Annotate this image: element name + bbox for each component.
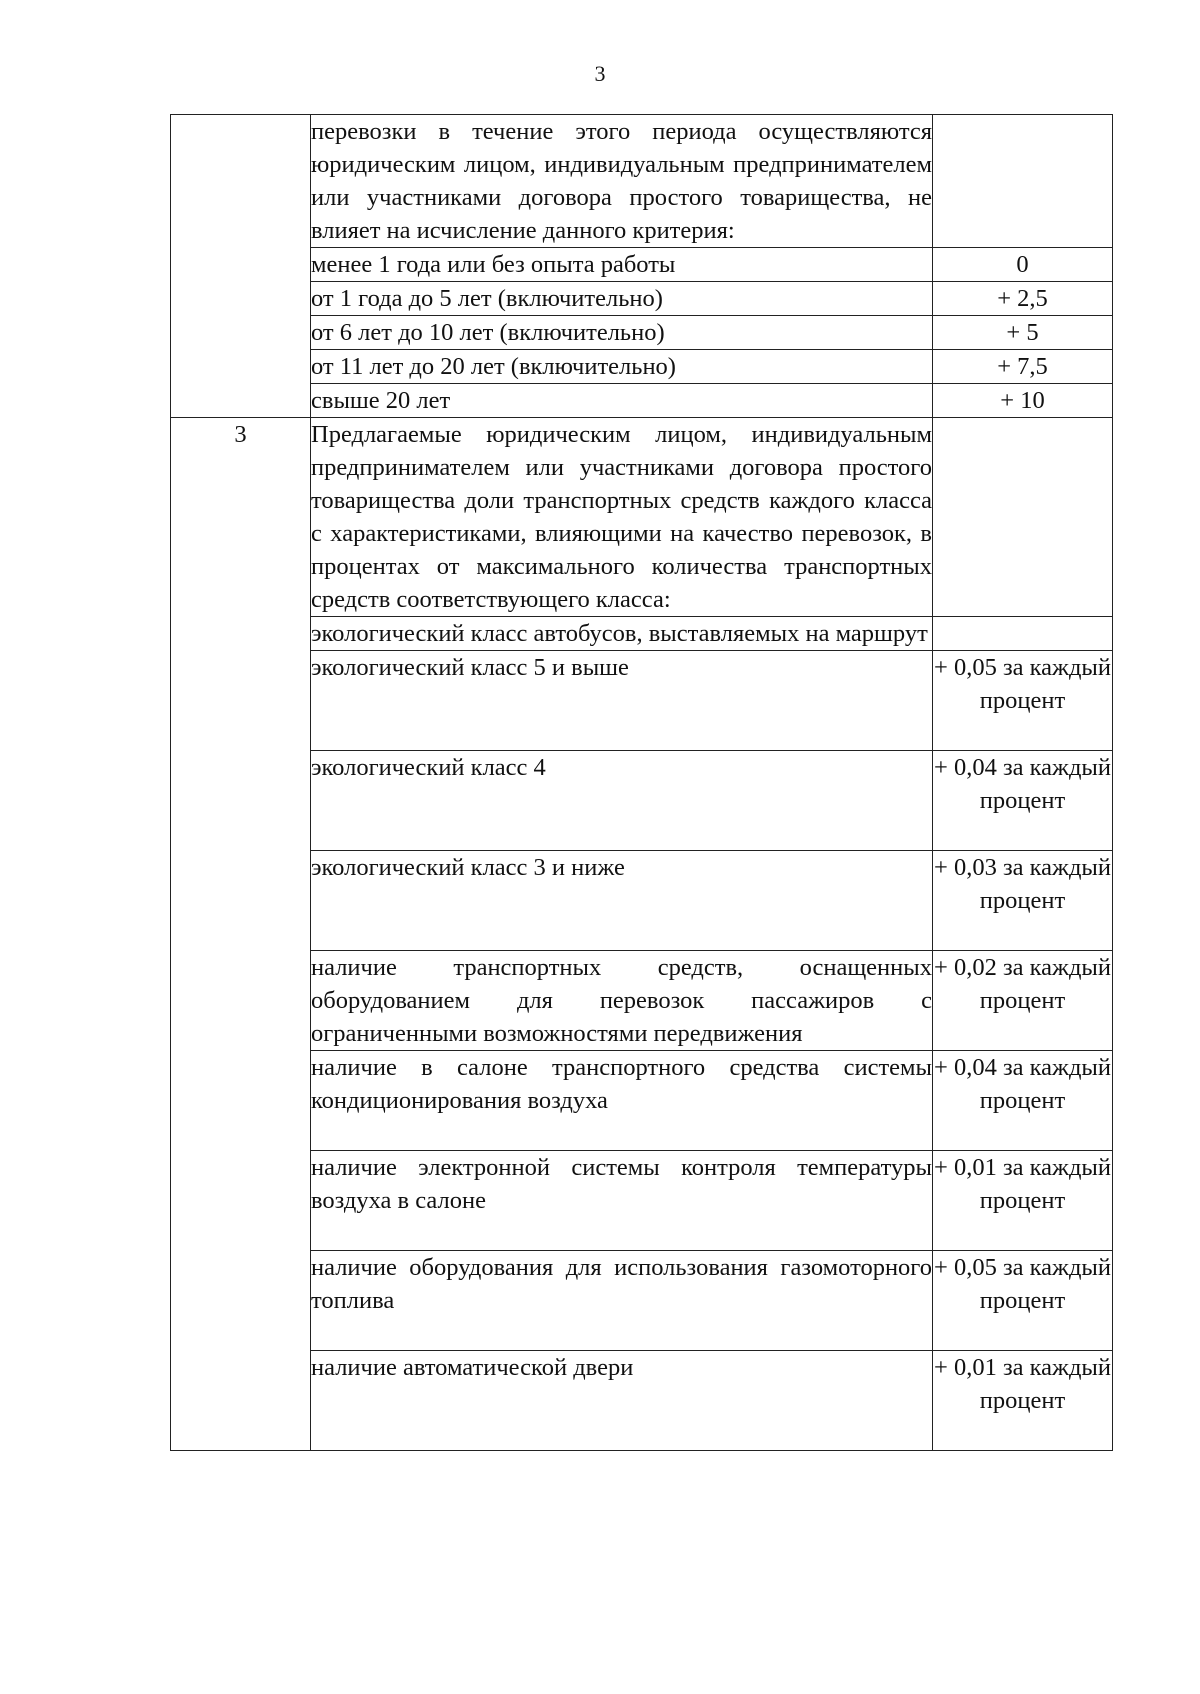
characteristic-value: + 0,01 за каждый процент xyxy=(933,1351,1113,1451)
criterion-number: 3 xyxy=(171,418,311,1451)
criteria-table xyxy=(170,114,1113,1451)
experience-value: + 7,5 xyxy=(933,350,1113,384)
experience-label: от 6 лет до 10 лет (включительно) xyxy=(311,316,933,350)
table-row xyxy=(171,418,1113,617)
characteristic-label: экологический класс 3 и ниже xyxy=(311,851,933,951)
experience-value: + 5 xyxy=(933,316,1113,350)
experience-value: + 10 xyxy=(933,384,1113,418)
intro-text: перевозки в течение этого периода осуществляются юридическим лицом, индивидуальным предпринимателем или участниками договора простого товарищества, не влияет на исчисление данного критерия: xyxy=(311,115,933,248)
characteristic-label: наличие оборудования для использования газомоторного топлива xyxy=(311,1251,933,1351)
table-row xyxy=(171,384,1113,418)
experience-value: + 2,5 xyxy=(933,282,1113,316)
table-row xyxy=(171,751,1113,851)
page-number: 3 xyxy=(594,61,606,86)
value-cell xyxy=(933,617,1113,651)
criterion-number-cell xyxy=(171,115,311,418)
experience-label: от 11 лет до 20 лет (включительно) xyxy=(311,350,933,384)
characteristic-value: + 0,04 за каждый процент xyxy=(933,751,1113,851)
characteristic-label: наличие автоматической двери xyxy=(311,1351,933,1451)
eco-class-header: экологический класс автобусов, выставляемых на маршрут xyxy=(311,617,933,651)
table-row xyxy=(171,851,1113,951)
characteristic-label: наличие транспортных средств, оснащенных оборудованием для перевозок пассажиров с ограниченными возможностями передвижения xyxy=(311,951,933,1051)
characteristic-label: наличие в салоне транспортного средства системы кондиционирования воздуха xyxy=(311,1051,933,1151)
table-row xyxy=(171,651,1113,751)
experience-label: менее 1 года или без опыта работы xyxy=(311,248,933,282)
experience-label: от 1 года до 5 лет (включительно) xyxy=(311,282,933,316)
table-row xyxy=(171,350,1113,384)
table-row xyxy=(171,115,1113,248)
criterion-title: Предлагаемые юридическим лицом, индивидуальным предпринимателем или участниками договора простого товарищества доли транспортных средств каждого класса с характеристиками, влияющими на качество перевозок, в процентах от максимального количества транспортных средств соответствующего класса: xyxy=(311,418,933,617)
experience-label: свыше 20 лет xyxy=(311,384,933,418)
table-row xyxy=(171,1251,1113,1351)
characteristic-label: экологический класс 4 xyxy=(311,751,933,851)
characteristic-value: + 0,01 за каждый процент xyxy=(933,1151,1113,1251)
characteristic-value: + 0,05 за каждый процент xyxy=(933,651,1113,751)
characteristic-value: + 0,05 за каждый процент xyxy=(933,1251,1113,1351)
experience-value: 0 xyxy=(933,248,1113,282)
table-row xyxy=(171,248,1113,282)
table-row xyxy=(171,1051,1113,1151)
table-row xyxy=(171,1351,1113,1451)
value-cell xyxy=(933,115,1113,248)
characteristic-label: наличие электронной системы контроля температуры воздуха в салоне xyxy=(311,1151,933,1251)
characteristic-value: + 0,04 за каждый процент xyxy=(933,1051,1113,1151)
table-row xyxy=(171,1151,1113,1251)
characteristic-label: экологический класс 5 и выше xyxy=(311,651,933,751)
table-row xyxy=(171,282,1113,316)
table-row xyxy=(171,617,1113,651)
table-row xyxy=(171,316,1113,350)
characteristic-value: + 0,03 за каждый процент xyxy=(933,851,1113,951)
characteristic-value: + 0,02 за каждый процент xyxy=(933,951,1113,1051)
value-cell xyxy=(933,418,1113,617)
table-row xyxy=(171,951,1113,1051)
